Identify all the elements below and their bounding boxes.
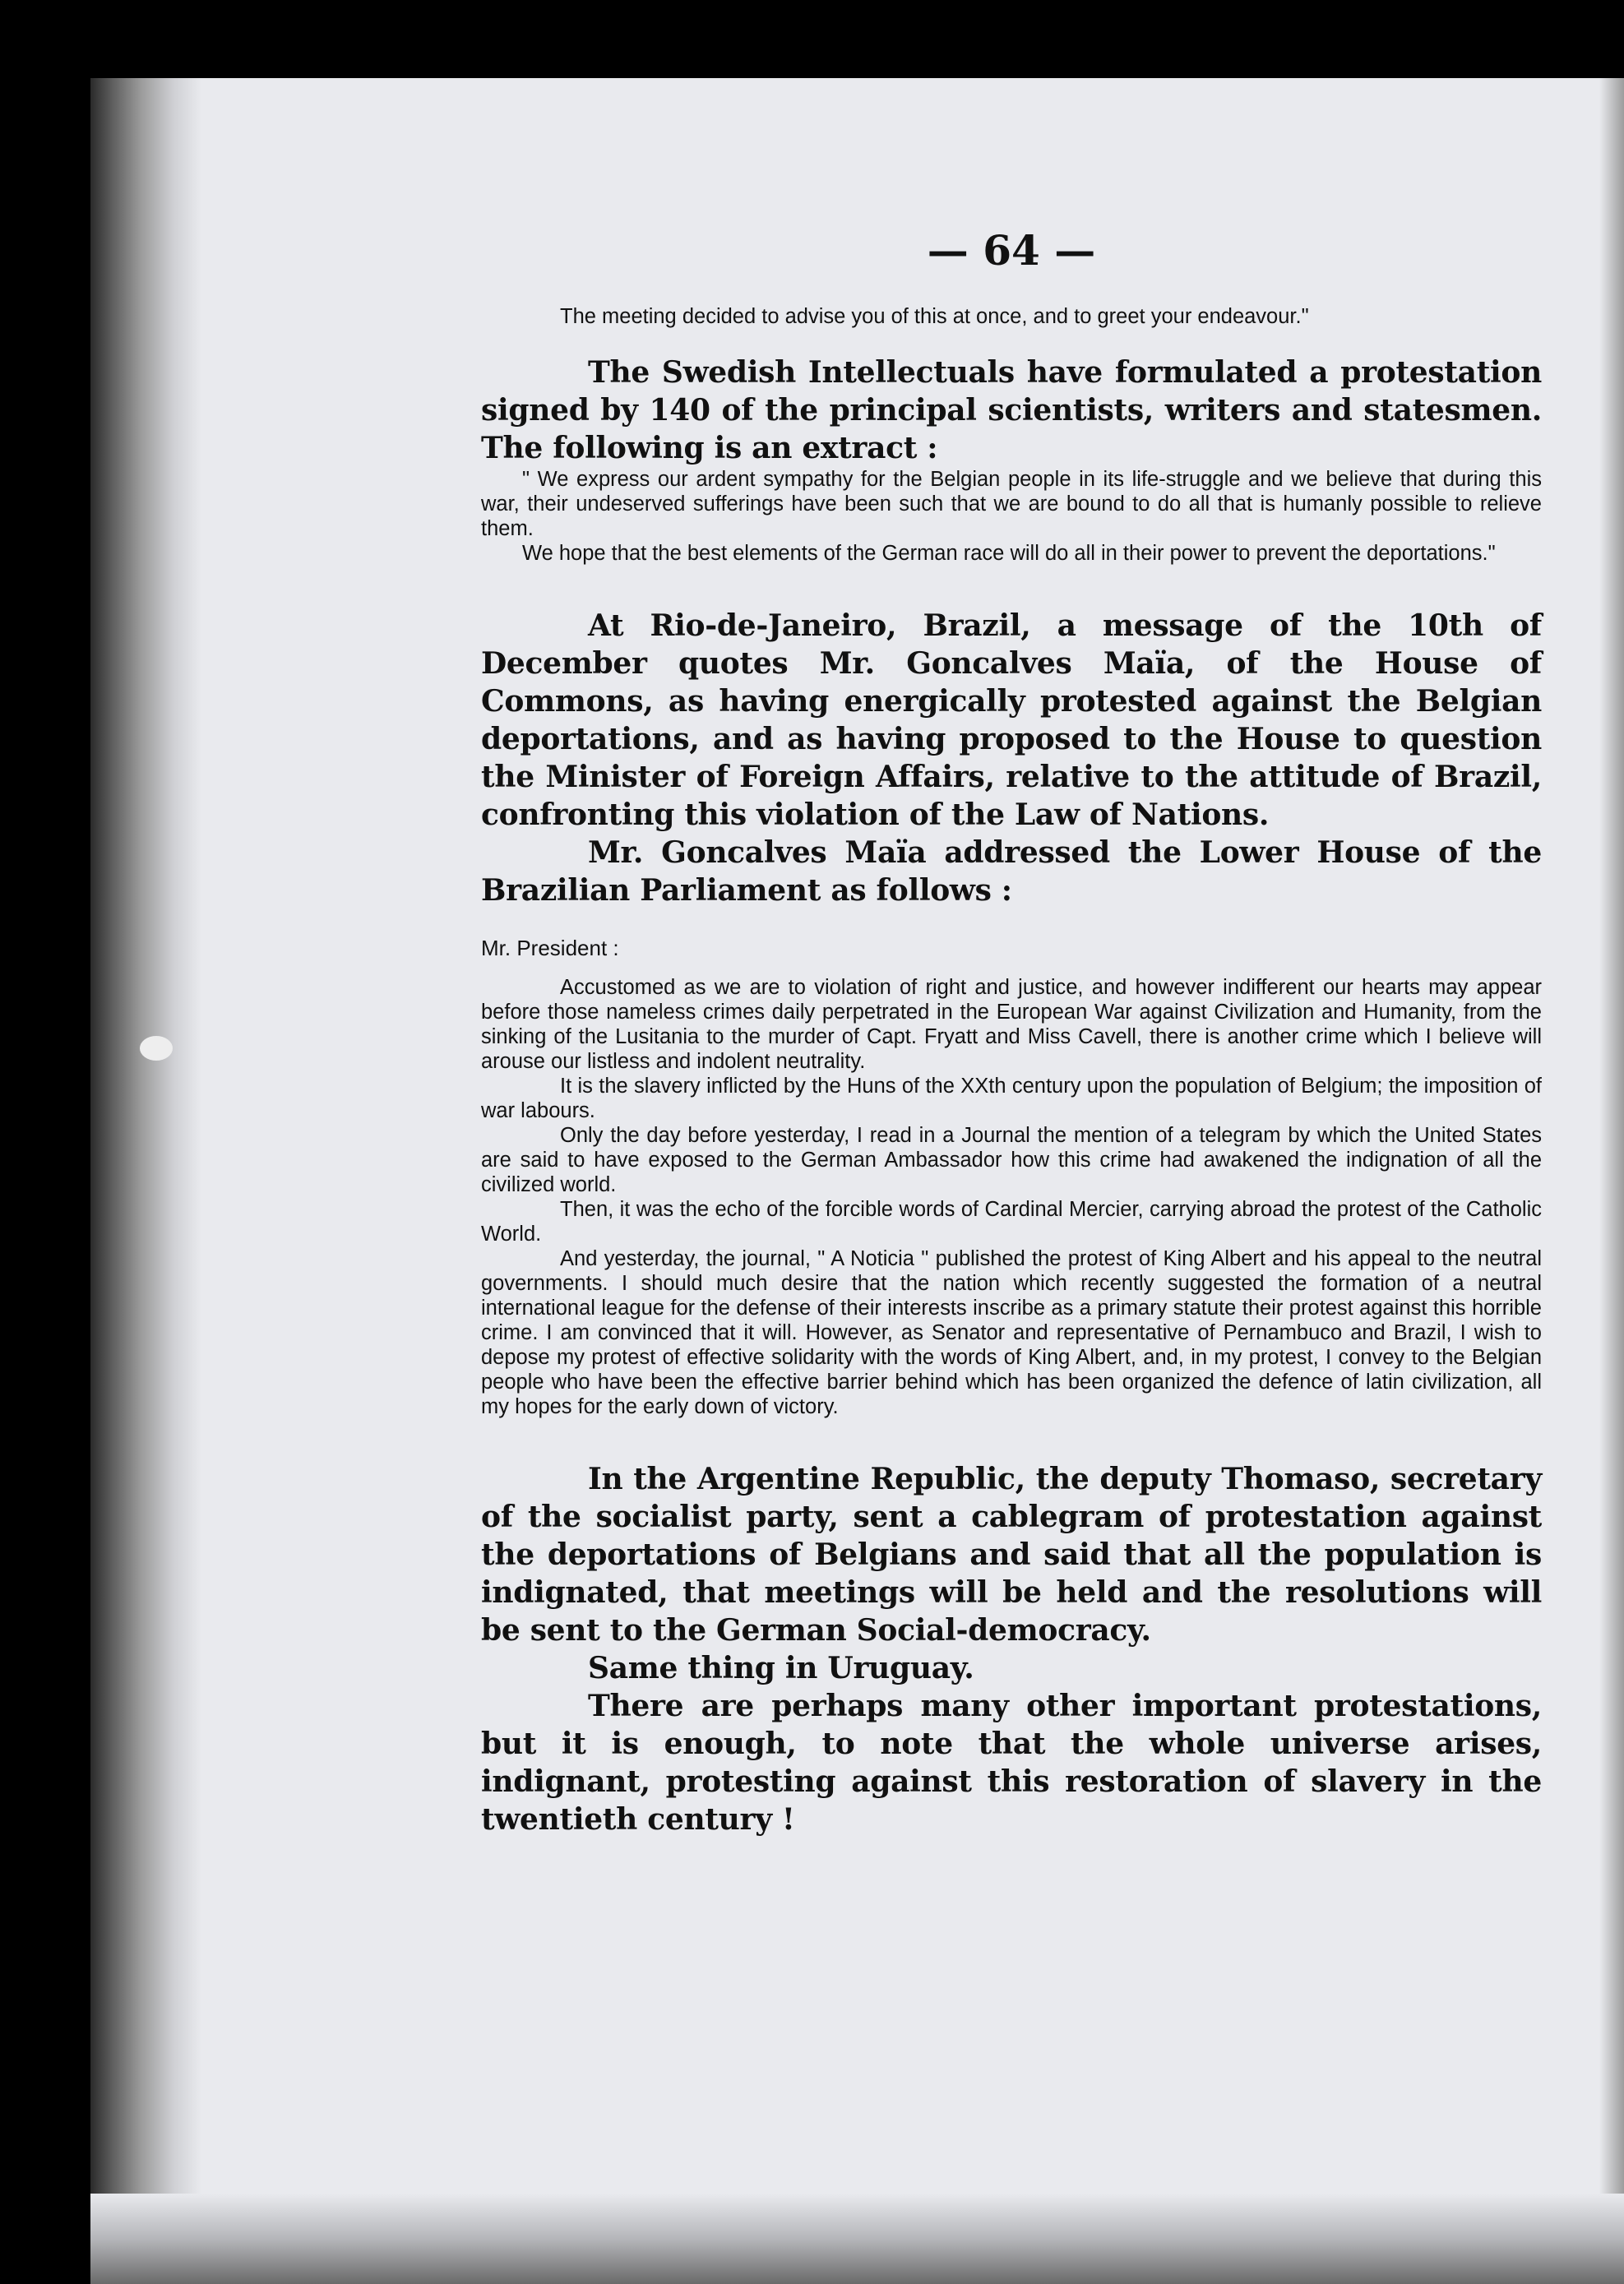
speech-paragraph-4: Then, it was the echo of the forcible words of Cardinal Mercier, carrying abroad the protest of the Catholic World. — [481, 1198, 1542, 1246]
swedish-quote-1: " We express our ardent sympathy for the Belgian people in its life-struggle and we believe that during this war, their undeserved sufferings have been such that we are bound to do all that is humanly possible to relieve them. — [481, 468, 1542, 540]
page-blemish — [140, 1036, 173, 1061]
uruguay-line: Same thing in Uruguay. — [588, 1651, 974, 1685]
bottom-edge-shadow — [90, 2194, 1624, 2284]
letter-closing: The meeting decided to advise you of this at once, and to greet your endeavour." — [560, 305, 1309, 328]
closing-paragraph: There are perhaps many other important protestations, but it is enough, to note that the whole universe arises, indignant, protesting against this restoration of slavery in the twentieth century ! — [481, 1689, 1542, 1837]
page-content — [481, 226, 1542, 1838]
speech-paragraph-1: Accustomed as we are to violation of right and justice, and however indifferent our hearts may appear before those nameless crimes daily perpetrated in the European War against Civilization and Humanity, from the sinking of the Lusitania to the murder of Capt. Fryatt and Miss Cavell, there is another crime which I believe will arouse our listless and indolent neutrality. — [481, 976, 1542, 1073]
binding-gutter-shadow — [90, 78, 201, 2284]
right-edge-shadow — [1599, 78, 1624, 2284]
brazil-paragraph: At Rio-de-Janeiro, Brazil, a message of the 10th of December quotes Mr. Goncalves Maïa, of the House of Commons, as having energically protested against the Belgian deportations, and as having proposed to the House to question the Minister of Foreign Affairs, relative to the attitude of Brazil, confronting this violation of the Law of Nations. — [481, 608, 1542, 832]
swedish-quote-2: We hope that the best elements of the German race will do all in their power to prevent the deportations." — [522, 542, 1496, 565]
speech-paragraph-2: It is the slavery inflicted by the Huns of the XXth century upon the population of Belgium; the imposition of war labours. — [481, 1075, 1542, 1122]
speech-paragraph-3: Only the day before yesterday, I read in a Journal the mention of a telegram by which the United States are said to have exposed to the German Ambassador how this crime had awakened the indignation of all the civilized world. — [481, 1124, 1542, 1196]
speech-paragraph-5: And yesterday, the journal, " A Noticia " published the protest of King Albert and his appeal to the neutral governments. I should much desire that the nation which recently suggested the formation of a neutral international league for the defense of their interests inscribe as a primary statute their protest against this horrible crime. I am convinced that it will. However, as Senator and representative of Pernambuco and Brazil, I wish to depose my protest of effective solidarity with the words of King Albert, and, in my protest, I convey to the Belgian people who have been the effective barrier behind which has been organized the defence of latin civilization, all my hopes for the early down of victory. — [481, 1247, 1542, 1418]
page-number: — 64 — — [927, 226, 1096, 275]
argentina-paragraph: In the Argentine Republic, the deputy Thomaso, secretary of the socialist party, sent a cablegram of protestation against the deportations of Belgians and said that all the population is indignated, that meetings will be held and the resolutions will be sent to the German Social-democracy. — [481, 1462, 1542, 1648]
swedish-paragraph: The Swedish Intellectuals have formulated a protestation signed by 140 of the principal scientists, writers and statesmen. The following is an extract : — [481, 355, 1542, 465]
scanned-page — [90, 78, 1624, 2284]
salutation: Mr. President : — [481, 936, 619, 960]
brazil-address-intro: Mr. Goncalves Maïa addressed the Lower House of the Brazilian Parliament as follows : — [481, 835, 1542, 908]
